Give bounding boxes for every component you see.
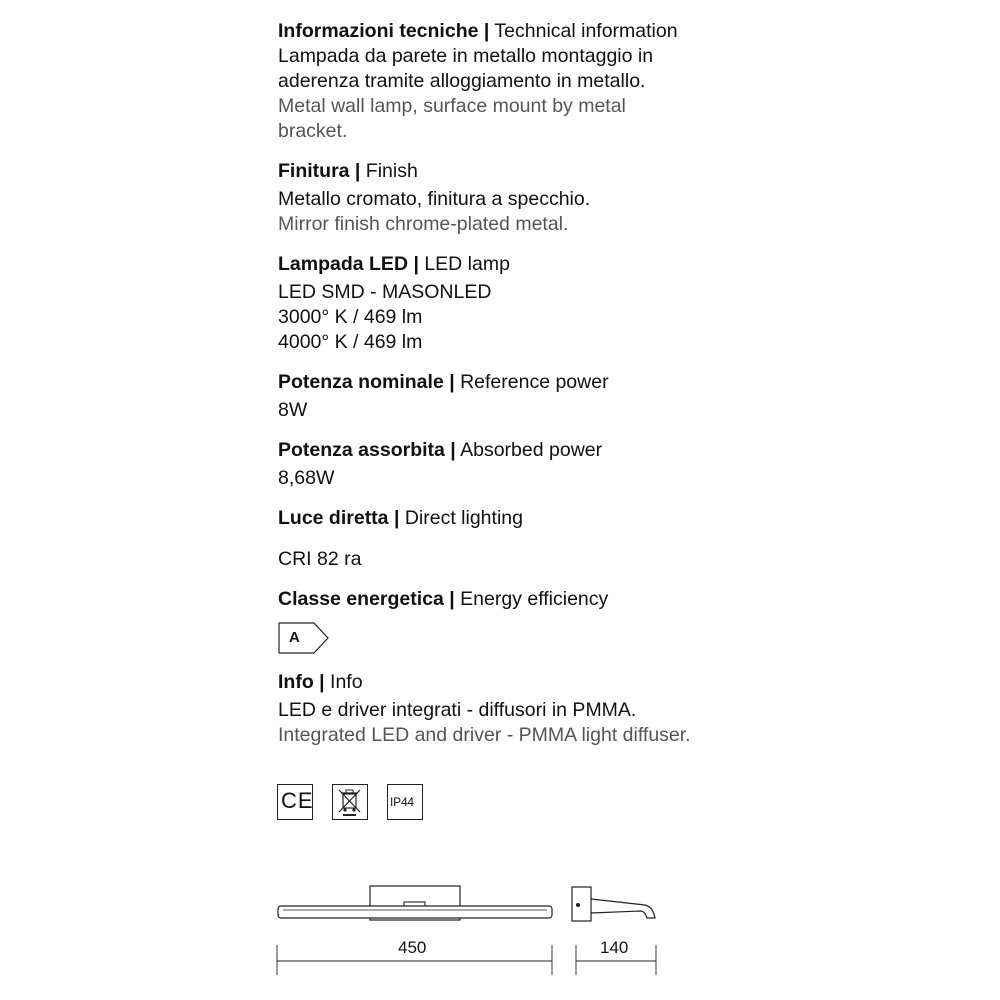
reference-power-value: 8W — [278, 399, 308, 421]
description-en: Mirror finish chrome-plated metal. — [278, 213, 569, 235]
description-it: aderenza tramite alloggiamento in metallo. — [278, 70, 646, 92]
section-heading: Potenza nominale | Reference power — [278, 371, 609, 393]
width-dimension-label: 450 — [398, 938, 427, 957]
description-it: Metallo cromato, finitura a specchio. — [278, 188, 591, 210]
led-model: LED SMD - MASONLED — [278, 281, 492, 303]
section-heading: Luce diretta | Direct lighting — [278, 507, 523, 529]
side-view — [572, 887, 655, 921]
description-it: LED e driver integrati - diffusori in PMMA. — [278, 699, 637, 721]
energy-class-label: A — [289, 629, 300, 646]
absorbed-power-value: 8,68W — [278, 467, 335, 489]
description-en: Integrated LED and driver - PMMA light diffuser. — [278, 724, 691, 746]
description-en: Metal wall lamp, surface mount by metal — [278, 95, 626, 117]
ce-mark-icon: CE — [277, 784, 313, 820]
depth-dimension-label: 140 — [600, 938, 629, 957]
section-heading: Informazioni tecniche | Technical information — [278, 20, 678, 42]
led-spec-3000k: 3000° K / 469 lm — [278, 306, 423, 328]
section-heading: Classe energetica | Energy efficiency — [278, 588, 609, 610]
section-heading: Finitura | Finish — [278, 160, 418, 182]
front-view — [278, 886, 552, 920]
led-spec-4000k: 4000° K / 469 lm — [278, 331, 423, 353]
section-heading: Potenza assorbita | Absorbed power — [278, 439, 603, 461]
description-en: bracket. — [278, 120, 348, 142]
description-it: Lampada da parete in metallo montaggio in — [278, 45, 654, 67]
cri-value: CRI 82 ra — [278, 548, 362, 570]
section-heading: Lampada LED | LED lamp — [278, 253, 510, 275]
ip-rating-icon: IP44 — [387, 784, 423, 820]
section-heading: Info | Info — [278, 671, 363, 693]
